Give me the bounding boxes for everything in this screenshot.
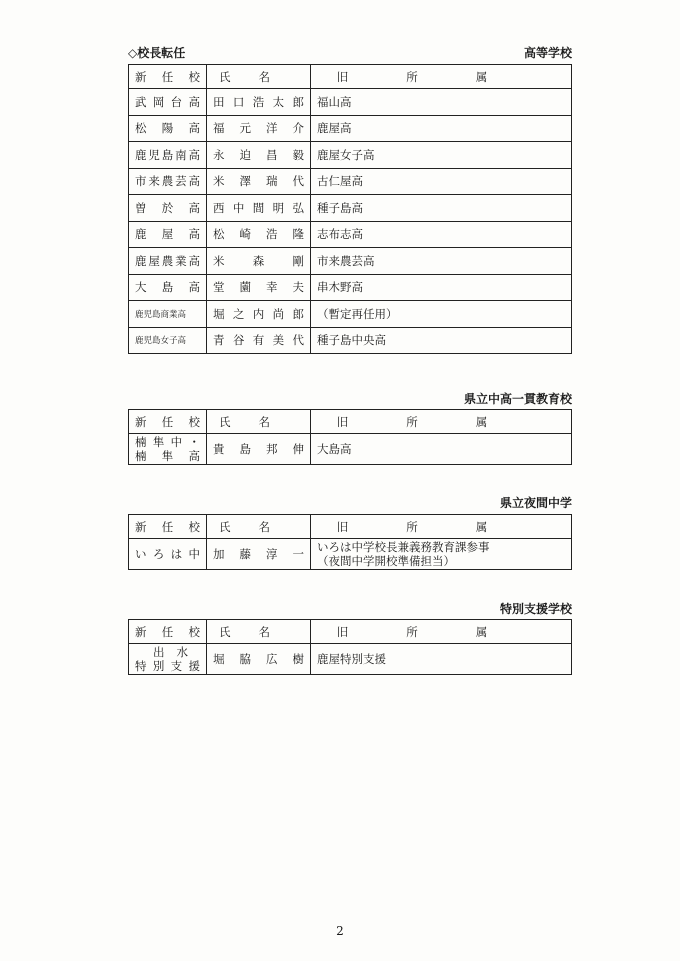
new-school-cell: 鹿屋高 (129, 221, 207, 248)
name-cell: 永迫昌毅 (207, 142, 311, 169)
previous-cell: 福山高 (311, 89, 572, 116)
previous-cell: （暫定再任用） (311, 301, 572, 328)
table-row (129, 274, 572, 301)
previous-cell: 志布志高 (311, 221, 572, 248)
name-cell: 堀之内尚郎 (207, 301, 311, 328)
header-name: 氏名 (207, 65, 311, 89)
new-school-cell: 武岡台高 (129, 89, 207, 116)
name-cell: 青谷有美代 (207, 327, 311, 354)
combined-school-table (128, 409, 572, 465)
name-cell: 加藤淳一 (207, 539, 311, 570)
header-school: 新任校 (129, 620, 207, 644)
table-row (129, 142, 572, 169)
special-school-table (128, 619, 572, 675)
header-name: 氏名 (207, 620, 311, 644)
new-school-cell: 大島高 (129, 274, 207, 301)
table-row (129, 168, 572, 195)
new-school-cell: 鹿屋農業高 (129, 248, 207, 275)
new-school-cell (129, 434, 207, 465)
name-cell: 米澤瑞代 (207, 168, 311, 195)
table-row (129, 434, 572, 465)
new-school-cell: 鹿児島女子高 (129, 327, 207, 354)
header-school: 新任校 (129, 65, 207, 89)
new-school-line-1: 楠隼中・ (135, 435, 200, 449)
table-row (129, 327, 572, 354)
name-cell: 西中間明弘 (207, 195, 311, 222)
table-row (129, 644, 572, 675)
header-previous: 旧所属 (311, 515, 572, 539)
previous-cell: 種子島中央高 (311, 327, 572, 354)
page-number: 2 (336, 924, 344, 938)
previous-cell: 鹿屋特別支援 (311, 644, 572, 675)
new-school-line-2: 特別支援 (135, 659, 200, 673)
section-label-combined: 県立中高一貫教育校 (463, 392, 572, 406)
new-school-cell: いろは中 (129, 539, 207, 570)
header-school: 新任校 (129, 410, 207, 434)
previous-cell: 市来農芸高 (311, 248, 572, 275)
previous-cell: 古仁屋高 (311, 168, 572, 195)
name-cell: 田口浩太郎 (207, 89, 311, 116)
table-row (129, 248, 572, 275)
previous-cell: 種子島高 (311, 195, 572, 222)
previous-line-2: （夜間中学開校準備担当） (317, 554, 455, 568)
high-school-table (128, 64, 572, 354)
new-school-cell: 鹿児島南高 (129, 142, 207, 169)
heading-row (128, 44, 572, 61)
previous-cell: 串木野高 (311, 274, 572, 301)
previous-cell: 鹿屋高 (311, 115, 572, 142)
table-header-row (129, 620, 572, 644)
name-cell: 貴島邦伸 (207, 434, 311, 465)
header-school: 新任校 (129, 515, 207, 539)
table-header-row (129, 410, 572, 434)
night-school-table (128, 514, 572, 570)
table-row (129, 89, 572, 116)
previous-line-1: いろは中学校長兼義務教育課参事 (317, 540, 490, 554)
new-school-cell: 市来農芸高 (129, 168, 207, 195)
new-school-line-1: 出水 (153, 645, 200, 659)
table-row (129, 195, 572, 222)
section-label-high-school: 高等学校 (523, 46, 572, 60)
header-previous: 旧所属 (311, 410, 572, 434)
table-row (129, 221, 572, 248)
table-header-row (129, 515, 572, 539)
new-school-cell: 鹿児島商業高 (129, 301, 207, 328)
new-school-cell: 松陽高 (129, 115, 207, 142)
section-label-night: 県立夜間中学 (499, 496, 572, 510)
table-row (129, 539, 572, 570)
header-name: 氏名 (207, 515, 311, 539)
name-cell: 堀脇広樹 (207, 644, 311, 675)
new-school-line-2: 楠隼高 (135, 449, 200, 463)
header-name: 氏名 (207, 410, 311, 434)
previous-cell: 大島高 (311, 434, 572, 465)
new-school-cell: 曽於高 (129, 195, 207, 222)
header-previous: 旧所属 (311, 620, 572, 644)
section-label-special: 特別支援学校 (499, 602, 572, 616)
table-header-row (129, 65, 572, 89)
name-cell: 福元洋介 (207, 115, 311, 142)
new-school-cell (129, 644, 207, 675)
name-cell: 松崎浩隆 (207, 221, 311, 248)
table-row (129, 115, 572, 142)
header-previous: 旧所属 (311, 65, 572, 89)
document-title: ◇校長転任 (128, 46, 186, 60)
name-cell: 米森剛 (207, 248, 311, 275)
name-cell: 堂薗幸夫 (207, 274, 311, 301)
table-row (129, 301, 572, 328)
previous-cell (311, 539, 572, 570)
previous-cell: 鹿屋女子高 (311, 142, 572, 169)
